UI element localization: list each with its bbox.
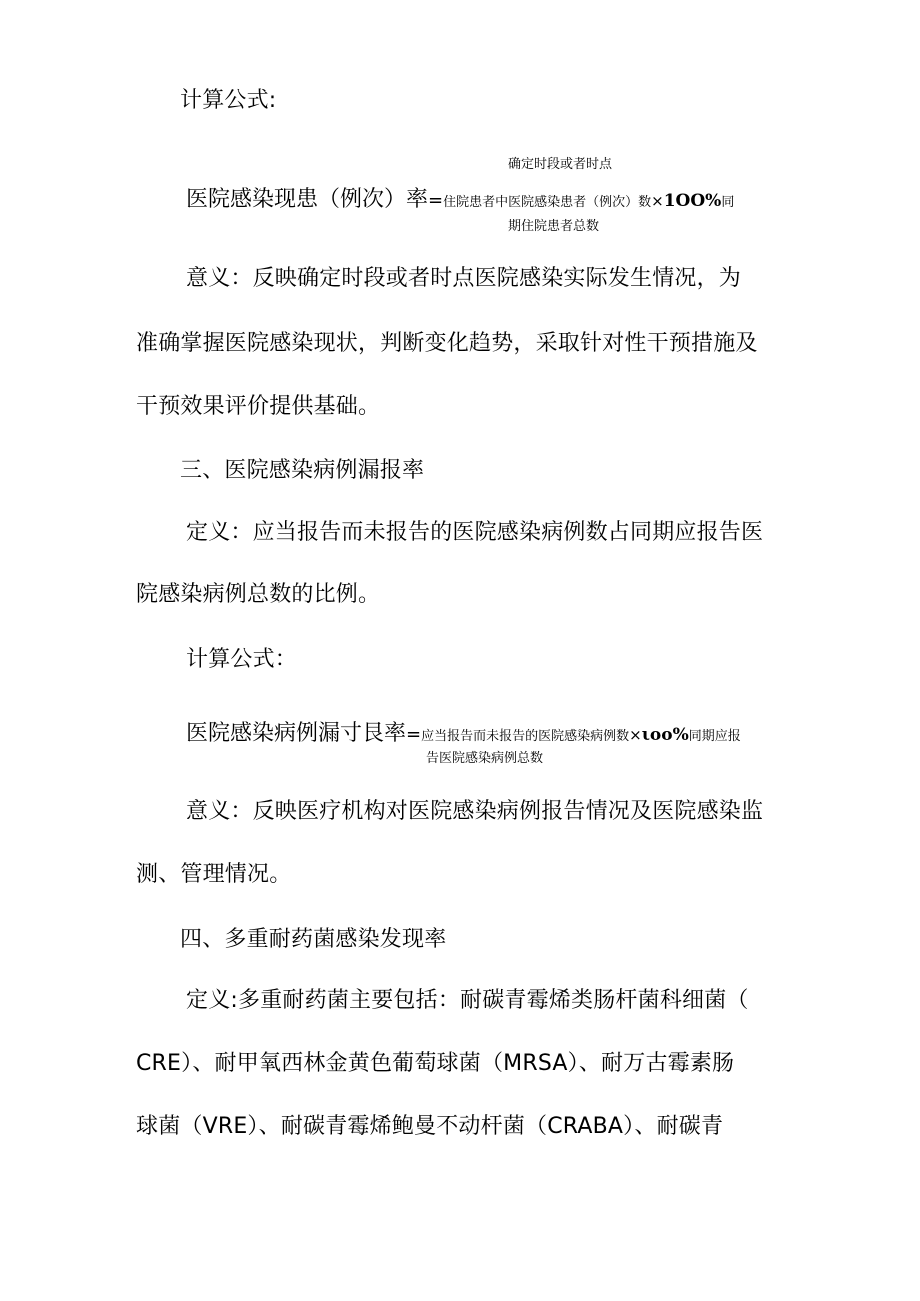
formula-lhs: 医院感染病例漏寸艮率 [186,721,407,746]
definition-paragraph-line: 定义：应当报告而未报告的医院感染病例数占同期应报告医 [186,520,764,545]
formula-equals: = [406,724,422,745]
meaning-paragraph-line: 准确掌握医院感染现状，判断变化趋势，采取针对性干预措施及 [136,331,758,356]
meaning-paragraph-line: 干预效果评价提供基础。 [136,394,381,419]
formula-heading: 计算公式: [180,88,277,113]
definition-paragraph-line: CRE）、耐甲氧西林金黄色葡萄球菌（MRSA）、耐万古霉素肠 [136,1051,735,1076]
meaning-paragraph-line: 意义：反映医疗机构对医院感染病例报告情况及医院感染监 [186,799,764,824]
formula-times: × [651,192,664,210]
formula-numerator-top: 确定时段或者时点 [508,157,613,172]
formula-tail: 同期应报 [688,729,741,744]
section-heading: 四、多重耐药菌感染发现率 [180,927,447,952]
formula-percent: 1OO% [663,191,722,211]
meaning-paragraph-line: 意义：反映确定时段或者时点医院感染实际发生情况，为 [186,266,742,291]
formula-times: × [629,726,642,744]
formula-heading: 计算公式： [186,647,298,672]
underreport-rate-formula [186,719,741,752]
formula-middle: 住院患者中医院感染患者（例次）数 [443,195,652,210]
formula-equals: = [428,190,444,211]
prevalence-rate-formula [186,185,734,218]
section-heading: 三、医院感染病例漏报率 [180,458,425,483]
meaning-paragraph-line: 测、管理情况。 [136,862,292,887]
definition-paragraph-line: 定义:多重耐药菌主要包括：耐碳青霉烯类肠杆菌科细菌（ [186,988,749,1013]
formula-percent: ιoo% [641,725,689,745]
formula-tail: 同 [721,195,735,210]
formula-middle: 应当报告而未报告的医院感染病例数 [421,729,630,744]
definition-paragraph-line: 院感染病例总数的比例。 [136,582,381,607]
formula-denominator: 期住院患者总数 [508,219,600,234]
formula-lhs: 医院感染现患（例次）率 [186,187,429,212]
definition-paragraph-line: 球菌（VRE）、耐碳青霉烯鲍曼不动杆菌（CRABA）、耐碳青 [136,1114,724,1139]
formula-denominator: 告医院感染病例总数 [426,751,544,766]
